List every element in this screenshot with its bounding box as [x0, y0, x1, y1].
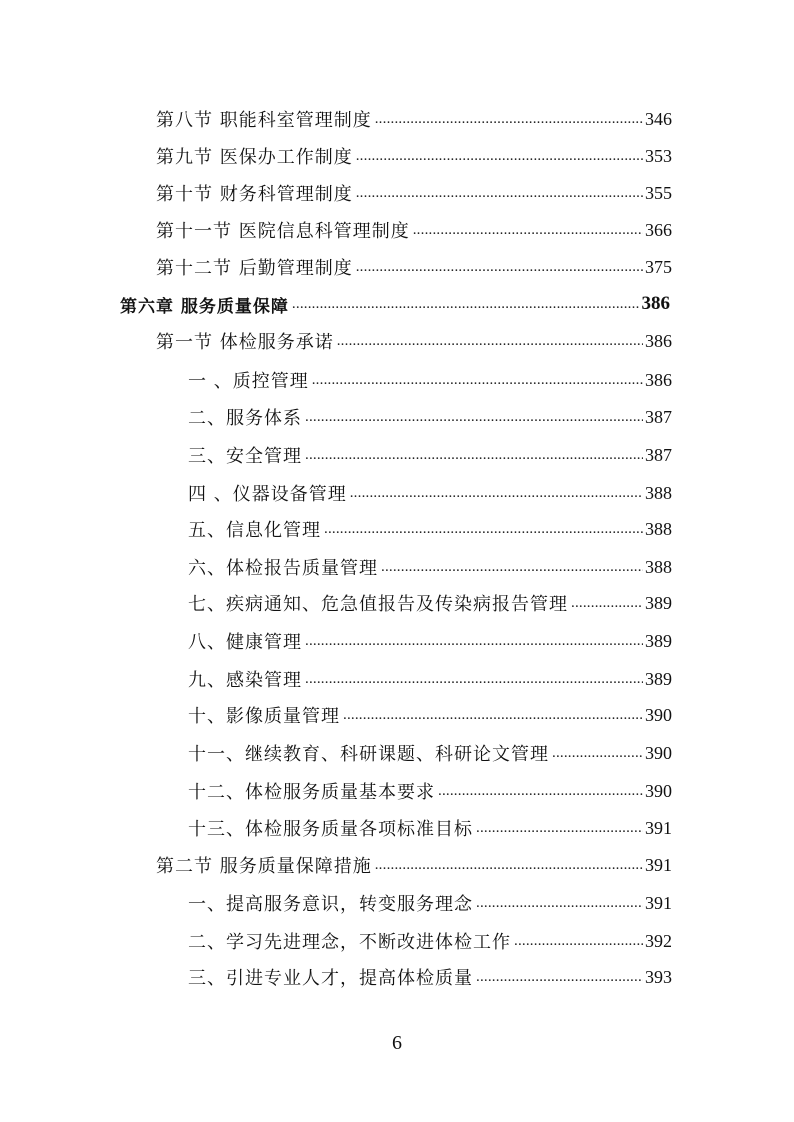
- toc-entry-title: 二、学习先进理念，不断改进体检工作: [188, 932, 511, 953]
- toc-entry[interactable]: [156, 324, 672, 358]
- toc-entry[interactable]: [188, 400, 672, 434]
- dot-leader: [312, 369, 643, 391]
- toc-entry[interactable]: [188, 924, 672, 958]
- dot-leader: [350, 482, 643, 504]
- toc-entry-page: 388: [645, 556, 672, 577]
- dot-leader: [356, 256, 643, 278]
- toc-entry-title: 第八节 职能科室管理制度: [156, 110, 372, 131]
- toc-entry[interactable]: [188, 662, 672, 696]
- toc-entry-title: 一、提高服务意识，转变服务理念: [188, 894, 473, 915]
- dot-leader: [381, 556, 643, 578]
- toc-entry-page: 346: [645, 108, 672, 129]
- toc-entry-page: 389: [645, 592, 672, 613]
- dot-leader: [305, 406, 643, 428]
- toc-entry[interactable]: [156, 848, 672, 882]
- toc-entry[interactable]: [188, 624, 672, 658]
- toc-entry[interactable]: [188, 476, 672, 510]
- dot-leader: [337, 330, 643, 352]
- toc-entry[interactable]: [156, 213, 672, 247]
- toc-entry[interactable]: [188, 586, 672, 620]
- toc-entry-page: 391: [645, 892, 672, 913]
- dot-leader: [292, 293, 640, 315]
- toc-entry-page: 388: [645, 518, 672, 539]
- toc-entry-page: 391: [645, 817, 672, 838]
- toc-entry[interactable]: [188, 550, 672, 584]
- toc-entry-page: 389: [645, 668, 672, 689]
- toc-entry-page: 355: [645, 182, 672, 203]
- dot-leader: [343, 704, 643, 726]
- dot-leader: [305, 630, 643, 652]
- toc-entry-page: 393: [645, 966, 672, 987]
- toc-entry[interactable]: [156, 176, 672, 210]
- toc-entry[interactable]: [188, 736, 672, 770]
- toc-entry-page: 390: [645, 742, 672, 763]
- toc-entry-page: 387: [645, 406, 672, 427]
- toc-entry-title: 二、服务体系: [188, 408, 302, 429]
- toc-entry-page: 386: [645, 369, 672, 390]
- toc-entry[interactable]: [188, 438, 672, 472]
- dot-leader: [476, 966, 643, 988]
- toc-entry-title: 第二节 服务质量保障措施: [156, 856, 372, 877]
- toc-entry-title: 六、体检报告质量管理: [188, 558, 378, 579]
- dot-leader: [305, 668, 643, 690]
- toc-entry-title: 七、疾病通知、危急值报告及传染病报告管理: [188, 594, 568, 615]
- toc-entry-title: 第六章 服务质量保障: [120, 296, 289, 317]
- dot-leader: [476, 817, 643, 839]
- toc-entry-title: 第十节 财务科管理制度: [156, 184, 353, 205]
- toc-entry[interactable]: [188, 363, 672, 397]
- toc-entry[interactable]: [156, 139, 672, 173]
- toc-entry-page: 388: [645, 482, 672, 503]
- toc-entry-title: 五、信息化管理: [188, 520, 321, 541]
- toc-entry-title: 十一、继续教育、科研课题、科研论文管理: [188, 744, 549, 765]
- toc-entry-page: 392: [645, 930, 672, 951]
- page-number: 6: [392, 1032, 402, 1054]
- dot-leader: [375, 108, 643, 130]
- dot-leader: [514, 930, 643, 952]
- toc-entry[interactable]: [188, 512, 672, 546]
- dot-leader: [571, 592, 643, 614]
- toc-entry-title: 八、健康管理: [188, 632, 302, 653]
- toc-chapter-entry[interactable]: [120, 287, 670, 321]
- toc-entry-title: 四 、仪器设备管理: [188, 484, 347, 505]
- dot-leader: [356, 145, 643, 167]
- toc-entry-title: 九、感染管理: [188, 670, 302, 691]
- toc-entry[interactable]: [188, 960, 672, 994]
- toc-entry[interactable]: [188, 774, 672, 808]
- toc-entry[interactable]: [156, 250, 672, 284]
- dot-leader: [413, 219, 643, 241]
- dot-leader: [324, 518, 643, 540]
- toc-entry-title: 十二、体检服务质量基本要求: [188, 782, 435, 803]
- toc-entry[interactable]: [188, 886, 672, 920]
- toc-entry[interactable]: [156, 102, 672, 136]
- toc-entry-page: 389: [645, 630, 672, 651]
- toc-entry[interactable]: [188, 811, 672, 845]
- toc-entry-title: 三、引进专业人才，提高体检质量: [188, 968, 473, 989]
- toc-entry-title: 第一节 体检服务承诺: [156, 332, 334, 353]
- toc-entry-page: 390: [645, 704, 672, 725]
- toc-entry-page: 366: [645, 219, 672, 240]
- toc-entry-page: 391: [645, 854, 672, 875]
- toc-entry-page: 375: [645, 256, 672, 277]
- dot-leader: [356, 182, 643, 204]
- toc-entry-page: 386: [641, 293, 670, 314]
- toc-entry-page: 387: [645, 444, 672, 465]
- toc-entry-title: 十、影像质量管理: [188, 706, 340, 727]
- toc-entry-page: 390: [645, 780, 672, 801]
- dot-leader: [552, 742, 643, 764]
- dot-leader: [476, 892, 643, 914]
- toc-entry-title: 第九节 医保办工作制度: [156, 147, 353, 168]
- toc-entry-page: 386: [645, 330, 672, 351]
- toc-entry-title: 一 、质控管理: [188, 371, 309, 392]
- toc-entry-page: 353: [645, 145, 672, 166]
- dot-leader: [438, 780, 643, 802]
- toc-entry-title: 十三、体检服务质量各项标准目标: [188, 819, 473, 840]
- dot-leader: [305, 444, 643, 466]
- toc-entry-title: 三、安全管理: [188, 446, 302, 467]
- toc-entry[interactable]: [188, 698, 672, 732]
- toc-entry-title: 第十二节 后勤管理制度: [156, 258, 353, 279]
- toc-entry-title: 第十一节 医院信息科管理制度: [156, 221, 410, 242]
- dot-leader: [375, 854, 643, 876]
